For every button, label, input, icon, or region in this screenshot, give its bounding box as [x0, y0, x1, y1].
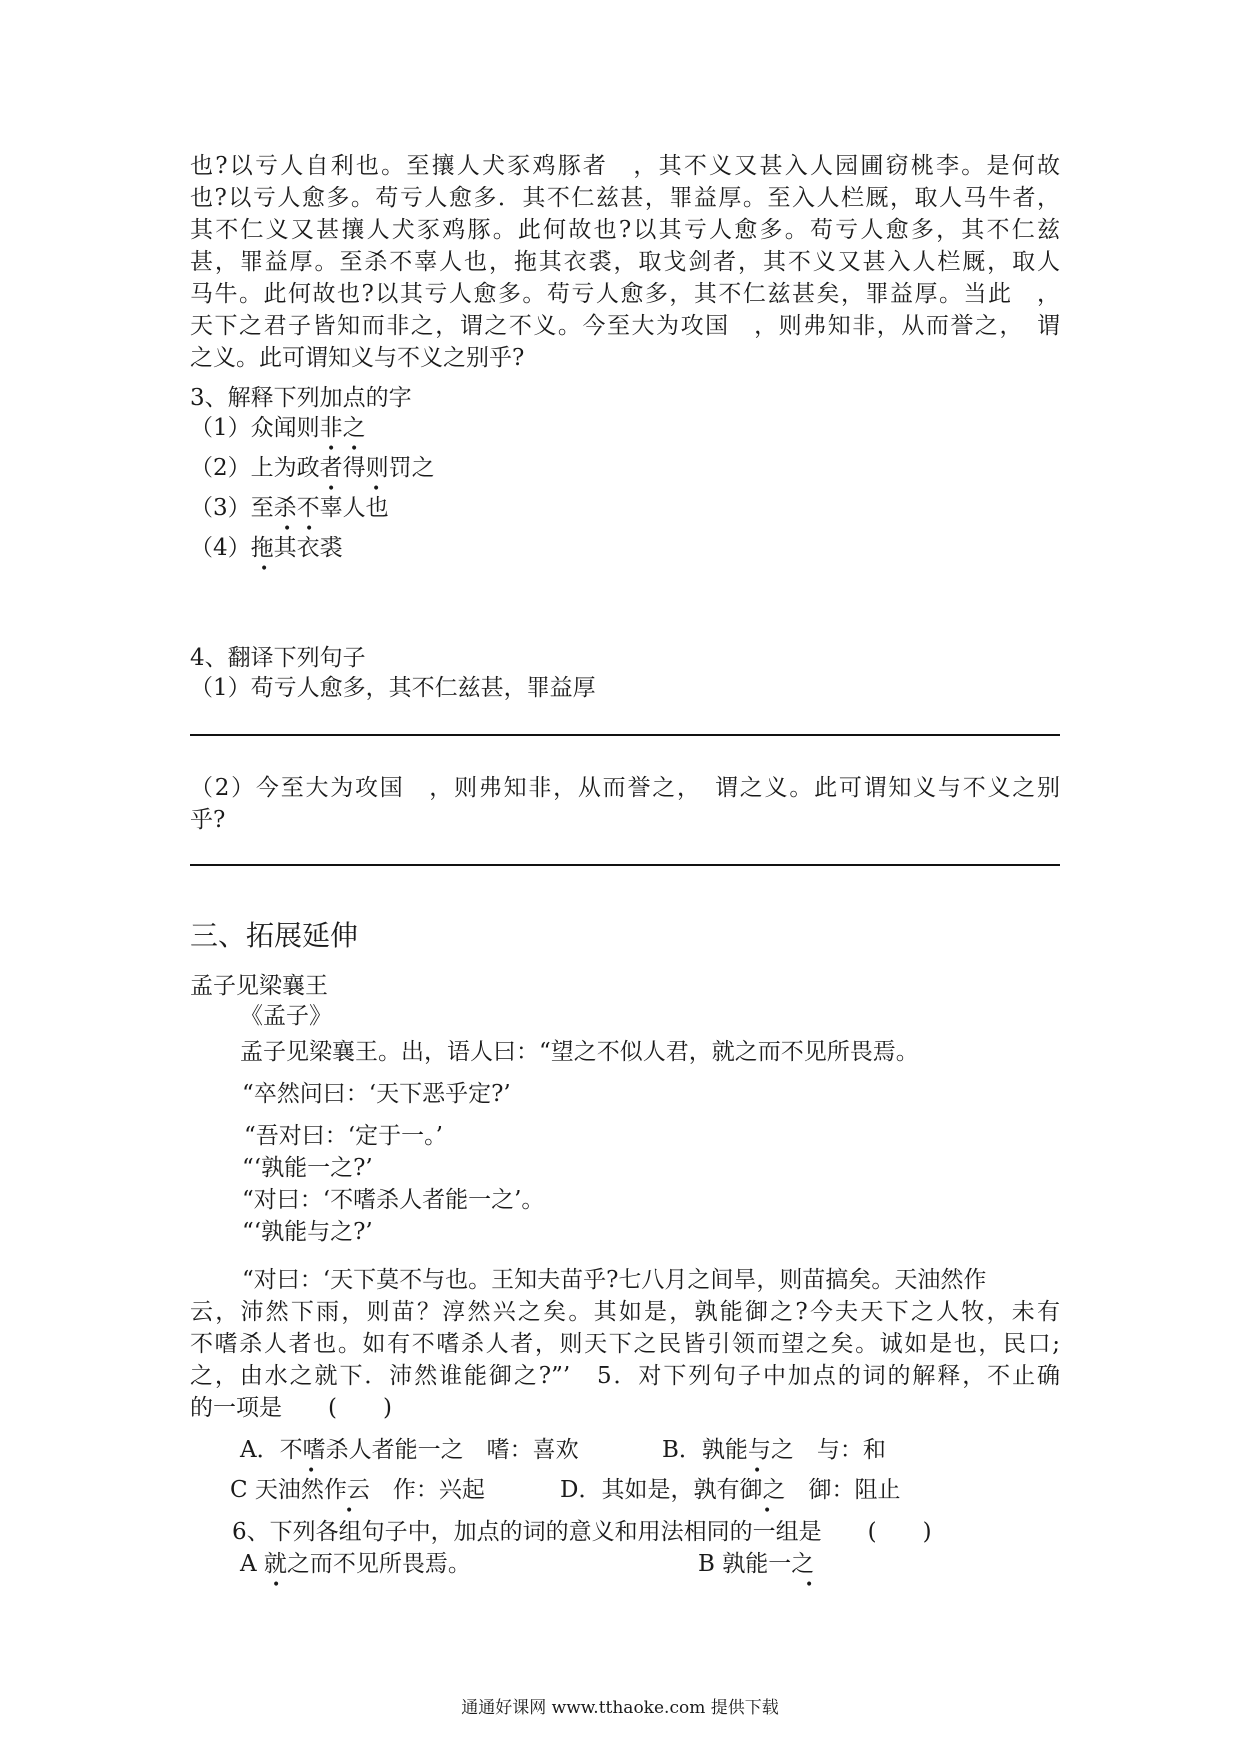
emphasis-dot: •	[283, 521, 292, 537]
text-line: 的一项是 ( )	[190, 1395, 392, 1421]
text-line: “吾对曰：‘定于一。’	[244, 1123, 443, 1149]
question-3-item: （1）众闻则非之	[190, 415, 366, 441]
option-b: B 孰能一之	[698, 1551, 815, 1577]
passage-line: 其不仁义又甚攘人犬豕鸡豚。此何故也?以其亏人愈多。苟亏人愈多，其不仁兹	[190, 217, 1060, 243]
emphasis-dot: •	[372, 481, 381, 497]
text-line: “对曰：‘不嗜杀人者能一之’。	[242, 1187, 545, 1213]
question-4-item: （2）今至大为攻国 ，则弗知非，从而誉之， 谓之义。此可谓知义与不义之别	[190, 775, 1060, 801]
question-4-title: 4、翻译下列句子	[190, 645, 366, 671]
text-line: 云，沛然下雨，则苗？淳然兴之矣。其如是，孰能御之?今夫天下之人牧，未有	[190, 1299, 1060, 1325]
footer-credit: 通通好课网 www.tthaoke.com 提供下载	[461, 1698, 779, 1718]
text-line: 孟子见梁襄王。出，语人曰：“望之不似人君，就之而不见所畏焉。	[240, 1039, 919, 1065]
question-4-item: （1）苟亏人愈多，其不仁兹甚，罪益厚	[190, 675, 596, 701]
option-b: B．孰能与之 与：和	[662, 1437, 886, 1463]
emphasis-dot: •	[805, 1577, 814, 1593]
text-line: 不嗜杀人者也。如有不嗜杀人者，则天下之民皆引领而望之矣。诚如是也，民口;	[190, 1331, 1060, 1357]
emphasis-dot: •	[260, 561, 269, 577]
text-line: 之，由水之就下．沛然谁能御之?”’ 5．对下列句子中加点的词的解释，不止确	[190, 1363, 1060, 1389]
emphasis-dot: •	[327, 441, 336, 457]
answer-line	[190, 864, 1060, 866]
answer-line	[190, 734, 1060, 736]
text-line: “卒然问曰：‘天下恶乎定?’	[242, 1081, 511, 1107]
text-line: “对曰：‘天下莫不与也。王知夫苗乎?七八月之间旱，则苗搞矣。天油然作	[242, 1267, 987, 1293]
question-3-item: （4）拖其衣裘	[190, 535, 343, 561]
text-line: “‘孰能与之?’	[242, 1219, 373, 1245]
question-3-title: 3、解释下列加点的字	[190, 385, 412, 411]
question-3-item: （2）上为政者得则罚之	[190, 455, 435, 481]
option-a: A．不嗜杀人者能一之 嗜：喜欢	[240, 1437, 579, 1463]
passage-line: 天下之君子皆知而非之，谓之不义。今至大为攻国 ，则弗知非，从而誉之， 谓	[190, 313, 1060, 339]
passage-line: 马牛。此何故也?以其亏人愈多。苟亏人愈多，其不仁兹甚矣，罪益厚。当此 ，	[190, 281, 1060, 307]
text-title: 孟子见梁襄王	[190, 973, 328, 999]
emphasis-dot: •	[272, 1577, 281, 1593]
passage-line: 也?以亏人愈多。苟亏人愈多．其不仁兹甚，罪益厚。至入人栏厩，取人马牛者，	[190, 185, 1060, 211]
passage-line: 甚，罪益厚。至杀不辜人也，拖其衣裘，取戈剑者，其不义又甚入人栏厩，取人	[190, 249, 1060, 275]
passage-line: 也?以亏人自利也。至攘人犬豕鸡豚者 ，其不义又甚入人园圃窃桃李。是何故	[190, 153, 1060, 179]
text-source: 《孟子》	[240, 1003, 332, 1029]
question-6-title: 6、下列各组句子中，加点的词的意义和用法相同的一组是 ( )	[232, 1519, 932, 1545]
question-4-item: 乎?	[190, 807, 226, 833]
option-a: A 就之而不见所畏焉。	[240, 1551, 471, 1577]
text-line: “‘孰能一之?’	[242, 1155, 373, 1181]
emphasis-dot: •	[307, 1463, 316, 1479]
section-heading: 三、拓展延伸	[190, 919, 359, 952]
emphasis-dot: •	[345, 1503, 354, 1519]
option-d: D．其如是，孰有御之 御：阻止	[560, 1477, 901, 1503]
emphasis-dot: •	[350, 441, 359, 457]
emphasis-dot: •	[305, 521, 314, 537]
question-3-item: （3）至杀不辜人也	[190, 495, 389, 521]
emphasis-dot: •	[763, 1503, 772, 1519]
emphasis-dot: •	[327, 481, 336, 497]
emphasis-dot: •	[753, 1463, 762, 1479]
option-c: C 天油然作云 作：兴起	[230, 1477, 485, 1503]
passage-line: 之义。此可谓知义与不义之别乎?	[190, 345, 525, 371]
